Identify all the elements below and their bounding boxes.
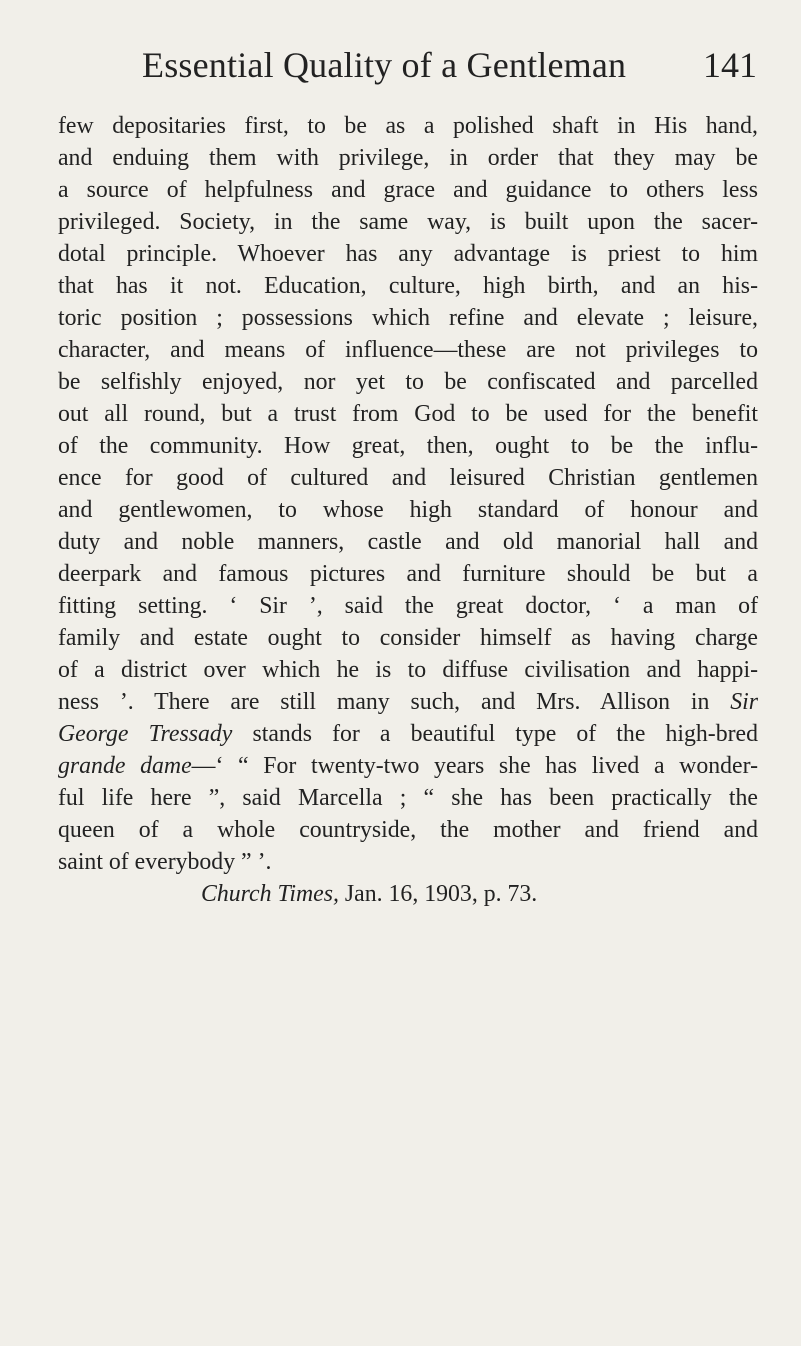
text-line: a source of helpfulness and grace and guidance to others less [58,177,758,203]
text-line: character, and means of influence—these are not privileges to [58,337,758,363]
text-line: queen of a whole countryside, the mother and friend and [58,817,758,843]
text-line: toric position ; possessions which refine and elevate ; leisure, [58,305,758,331]
running-title: Essential Quality of a Gentleman [142,45,627,85]
text-line: ful life here ”, said Marcella ; “ she has been practically the [58,785,758,811]
text-line: be selfishly enjoyed, nor yet to be confiscated and parcelled [58,369,758,395]
text-line: that has it not. Education, culture, high birth, and an his- [58,273,758,299]
citation-source: Church Times, [201,881,339,907]
text-segment: ness ’. There are still many such, and Mrs. Allison in [58,689,710,715]
text-line [58,718,758,750]
text-line: duty and noble manners, castle and old manorial hall and [58,529,758,555]
text-segment: —‘ “ For twenty-two years she has lived a wonder- [191,753,758,779]
text-line: fitting setting. ‘ Sir ’, said the great doctor, ‘ a man of [58,593,758,619]
text-line [58,750,758,782]
text-line: few depositaries first, to be as a polished shaft in His hand, [58,113,758,139]
text-line: of a district over which he is to diffuse civilisation and happi- [58,657,758,683]
citation [58,878,758,910]
text-segment: stands for a beautiful type of the high-bred [252,721,759,747]
running-head [60,44,757,94]
text-line: ence for good of cultured and leisured Christian gentlemen [58,465,758,491]
page-number: 141 [703,45,757,85]
text-line [58,686,758,718]
text-line: of the community. How great, then, ought to be the influ- [58,433,758,459]
text-line: out all round, but a trust from God to be used for the benefit [58,401,758,427]
text-line: and gentlewomen, to whose high standard of honour and [58,497,758,523]
text-line: dotal principle. Whoever has any advantage is priest to him [58,241,758,267]
italic-title-sir: Sir [730,689,758,715]
citation-details: Jan. 16, 1903, p. 73. [344,881,538,907]
text-line: deerpark and famous pictures and furniture should be but a [58,561,758,587]
body-paragraph [58,110,758,910]
text-line: and enduing them with privilege, in order that they may be [58,145,758,171]
text-line: family and estate ought to consider himself as having charge [58,625,758,651]
italic-grande-dame: grande dame [58,753,192,779]
text-line: saint of everybody ” ’. [58,849,272,875]
italic-title-george-tressady: George Tressady [58,721,233,747]
text-line: privileged. Society, in the same way, is built upon the sacer- [58,209,758,235]
